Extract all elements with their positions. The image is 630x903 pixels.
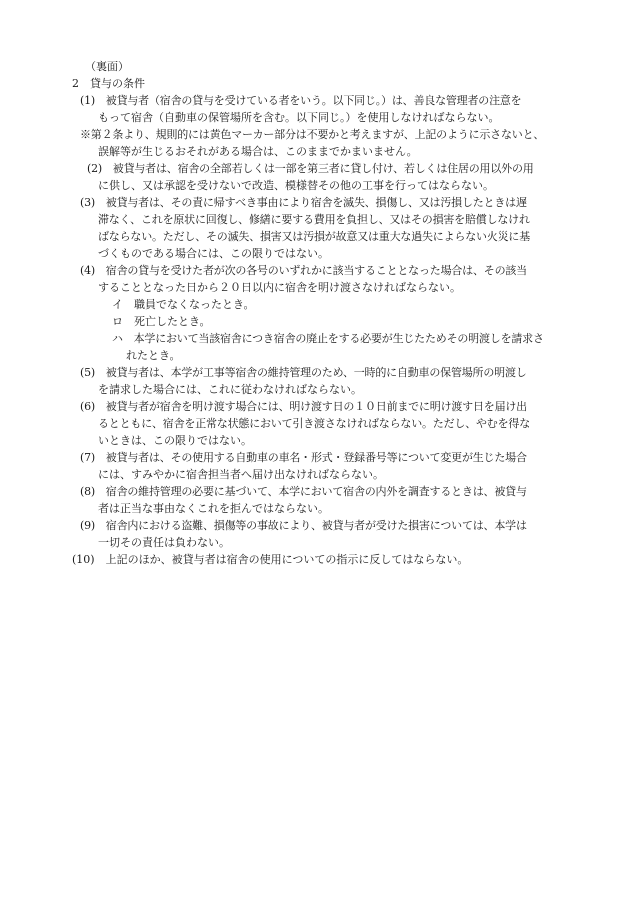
clause-3-line-3: ばならない。ただし、その滅失、損害又は汚損が故意又は重大な過失によらない火災に基 [98, 230, 530, 243]
clause-4-line-2: することとなった日から２０日以内に宿舎を明け渡さなければならない。 [98, 281, 461, 294]
clause-5-line-2: を請求した場合には、これに従わなければならない。 [98, 383, 362, 396]
clause-5-line-1: (5) 被貸与者は、本学が工事等宿舎の維持管理のため、一時的に自動車の保管場所の明渡し [80, 366, 527, 379]
clause-1-line-2: もって宿舎（自動車の保管場所を含む。以下同じ。）を使用しなければならない。 [98, 111, 500, 124]
clause-6-line-1: (6) 被貸与者が宿舎を明け渡す場合には、明け渡す日の１０日前までに明け渡す日を届け出 [80, 400, 527, 413]
section-heading: 2 貸与の条件 [72, 77, 145, 90]
clause-3-line-4: づくものである場合には、この限りではない。 [98, 247, 329, 260]
clause-4-line-1: (4) 宿舎の貸与を受けた者が次の各号のいずれかに該当することとなった場合は、その該当 [80, 264, 527, 277]
clause-2-line-2: に供し、又は承認を受けないで改造、模様替その他の工事を行ってはならない。 [98, 179, 494, 192]
clause-9-line-1: (9) 宿舎内における盗難、損傷等の事故により、被貸与者が受けた損害については、本学は [80, 519, 527, 532]
back-side-label: （裏面） [85, 60, 129, 73]
clause-6-line-3: いときは、この限りではない。 [98, 434, 252, 447]
note-line-2: 誤解等が生じるおそれがある場合は、このままでかまいません。 [98, 145, 418, 158]
clause-7-line-1: (7) 被貸与者は、その使用する自動車の車名・形式・登録番号等について変更が生じた場合 [80, 451, 527, 464]
clause-3-line-1: (3) 被貸与者は、その責に帰すべき事由により宿舎を滅失、損傷し、又は汚損したときは遅 [80, 196, 527, 209]
clause-9-line-2: 一切その責任は負わない。 [98, 536, 230, 549]
clause-8-line-2: 者は正当な事由なくこれを拒んではならない。 [98, 502, 329, 515]
document-body [72, 58, 572, 568]
clause-1-line-1: (1) 被貸与者（宿舎の貸与を受けている者をいう。以下同じ。）は、善良な管理者の注意を [80, 94, 522, 107]
clause-4-item-ro: ロ 死亡したとき。 [112, 315, 211, 328]
clause-4-item-i: イ 職員でなくなったとき。 [112, 298, 255, 311]
clause-10-line-1: (10) 上記のほか、被貸与者は宿舎の使用についての指示に反してはならない。 [72, 553, 469, 566]
clause-4-item-ha-line-2: れたとき。 [126, 349, 181, 362]
clause-3-line-2: 滞なく、これを原状に回復し、修繕に要する費用を負担し、又はその損害を賠償しなけれ [98, 213, 530, 226]
note-line-1: ※第２条より、規則的には黄色マーカー部分は不要かと考えますが、上記のように示さないと、 [80, 128, 545, 141]
clause-6-line-2: るとともに、宿舎を正常な状態において引き渡さなければならない。ただし、やむを得な [98, 417, 530, 430]
clause-7-line-2: には、すみやかに宿舎担当者へ届け出なければならない。 [98, 468, 384, 481]
clause-8-line-1: (8) 宿舎の維持管理の必要に基づいて、本学において宿舎の内外を調査するときは、被貸与 [80, 485, 527, 498]
clause-4-item-ha-line-1: ハ 本学において当該宿舎につき宿舎の廃止をする必要が生じたためその明渡しを請求さ [112, 332, 544, 345]
clause-2-line-1: (2) 被貸与者は、宿舎の全部若しくは一部を第三者に貸し付け、若しくは住居の用以外の用 [87, 162, 534, 175]
